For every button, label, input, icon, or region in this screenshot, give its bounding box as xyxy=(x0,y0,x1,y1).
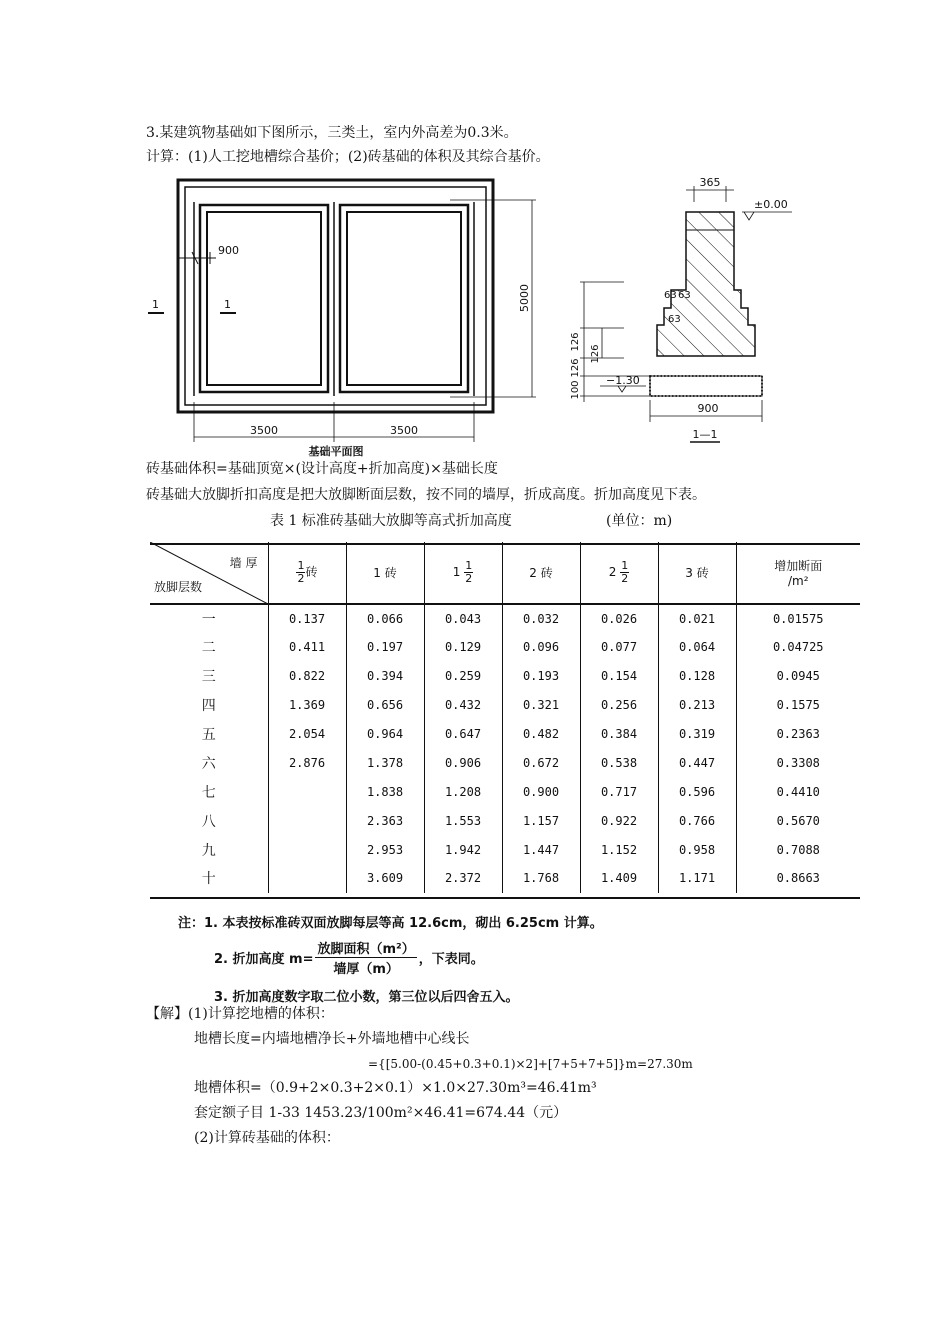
table-cell-value: 2.372 xyxy=(424,864,502,893)
table-cell-value: 0.1575 xyxy=(736,691,860,720)
header-half-brick: $\frac{1}{2}$ 砖 xyxy=(268,542,346,604)
table-cell-value: 0.2363 xyxy=(736,720,860,749)
section-step-63b: 63 xyxy=(678,290,691,301)
table-row xyxy=(150,777,860,806)
table-cell-value: 2.054 xyxy=(268,720,346,749)
table-row xyxy=(150,835,860,864)
table-cell-value: 0.394 xyxy=(346,662,424,691)
table-row xyxy=(150,748,860,777)
table-cell-value: 0.066 xyxy=(346,604,424,633)
table-cell-value: 0.01575 xyxy=(736,604,860,633)
formula-line-2: 砖基础大放脚折扣高度是把大放脚断面层数，按不同的墙厚，折成高度。折加高度见下表。 xyxy=(146,487,706,503)
table-row xyxy=(150,604,860,633)
table-cell-value: 1.447 xyxy=(502,835,580,864)
table-cell-value: 0.411 xyxy=(268,633,346,662)
table-cell-value: 0.021 xyxy=(658,604,736,633)
table-cell-value: 1.208 xyxy=(424,777,502,806)
table-title: 表 1 标准砖基础大放脚等高式折加高度 xyxy=(270,513,512,529)
table-cell-value: 0.900 xyxy=(502,777,580,806)
header-two-brick: 2 砖 xyxy=(502,542,580,604)
table-cell-value: 0.321 xyxy=(502,691,580,720)
solution-line-4: 套定额子目 1-33 1453.23/100m²×46.41=674.44（元） xyxy=(194,1105,568,1121)
table-cell-value: 0.432 xyxy=(424,691,502,720)
section-h-126a: 126 xyxy=(570,332,581,352)
table-cell-value: 0.3308 xyxy=(736,748,860,777)
table-cell-layer: 三 xyxy=(201,669,216,686)
table-cell-value: 1.157 xyxy=(502,806,580,835)
table-cell-value: 0.137 xyxy=(268,604,346,633)
problem-line-2: 计算：(1)人工挖地槽综合基价；(2)砖基础的体积及其综合基价。 xyxy=(146,149,550,165)
note-3: 3. 折加高度数字取二位小数，第三位以后四舍五入。 xyxy=(214,990,519,1005)
table-cell-value: 0.672 xyxy=(502,748,580,777)
header-added-area: 增加断面 /m² xyxy=(736,542,860,604)
table-cell-layer: 九 xyxy=(201,842,216,859)
section-concrete-pad xyxy=(650,376,762,396)
section-elev-bottom: −1.30 xyxy=(606,374,640,387)
table-cell-value xyxy=(268,777,346,806)
header-two-half-brick: 2 $\frac{1}{2}$ xyxy=(580,542,658,604)
table-cell-value: 3.609 xyxy=(346,864,424,893)
table-cell-value: 0.4410 xyxy=(736,777,860,806)
table-cell-value: 1.378 xyxy=(346,748,424,777)
table-cell-value: 1.553 xyxy=(424,806,502,835)
table-cell-value: 0.077 xyxy=(580,633,658,662)
table-row xyxy=(150,806,860,835)
table-cell-value: 0.922 xyxy=(580,806,658,835)
section-step-63c: 63 xyxy=(668,314,681,325)
table-cell-value: 0.906 xyxy=(424,748,502,777)
table-cell-value: 0.822 xyxy=(268,662,346,691)
table-cell-value: 0.647 xyxy=(424,720,502,749)
table-cell-layer: 七 xyxy=(201,784,216,801)
section-h-126c: 126 xyxy=(570,358,581,378)
table-cell-value: 1.942 xyxy=(424,835,502,864)
solution-line-2: ={[5.00-(0.45+0.3+0.1)×2]+[7+5+7+5]}m=27.30m xyxy=(368,1057,693,1071)
table-cell-value: 1.409 xyxy=(580,864,658,893)
table-cell-value xyxy=(268,835,346,864)
table-cell-value: 1.152 xyxy=(580,835,658,864)
plan-right-room-outer xyxy=(340,205,468,392)
table-cell-value: 0.964 xyxy=(346,720,424,749)
solution-line-1: 地槽长度=内墙地槽净长+外墙地槽中心线长 xyxy=(194,1031,470,1047)
note-2-suffix: ，下表同。 xyxy=(418,952,484,967)
table-cell-value: 1.838 xyxy=(346,777,424,806)
table-row xyxy=(150,691,860,720)
table-cell-value: 1.768 xyxy=(502,864,580,893)
table-cell-value: 2.953 xyxy=(346,835,424,864)
section-brick-footing xyxy=(657,212,755,356)
section-h-126b: 126 xyxy=(590,344,601,364)
plan-caption: 基础平面图 xyxy=(308,445,364,458)
solution-line-5: (2)计算砖基础的体积： xyxy=(194,1130,340,1146)
table-bottom-rule xyxy=(150,897,860,899)
problem-line-1: 3.某建筑物基础如下图所示，三类土，室内外高差为0.3米。 xyxy=(146,125,518,141)
table-cell-value: 0.043 xyxy=(424,604,502,633)
table-cell-layer: 五 xyxy=(201,727,216,743)
foundation-section-drawing xyxy=(560,172,810,462)
table-cell-value xyxy=(268,806,346,835)
table-cell-layer: 十 xyxy=(201,871,216,888)
header-one-half-brick: 1 $\frac{1}{2}$ xyxy=(424,542,502,604)
table-cell-value: 0.197 xyxy=(346,633,424,662)
table-cell-value: 0.0945 xyxy=(736,662,860,691)
table-cell-layer: 四 xyxy=(201,698,216,715)
foundation-plan-drawing xyxy=(140,172,560,462)
table-cell-value: 0.7088 xyxy=(736,835,860,864)
plan-section-mark-right: 1 xyxy=(224,298,231,311)
table-header-row xyxy=(150,542,860,604)
plan-dim-5000: 5000 xyxy=(518,284,531,312)
note-1: 注：1. 本表按标准砖双面放脚每层等高 12.6cm，砌出 6.25cm 计算。 xyxy=(178,916,603,931)
note-2-fraction: 放脚面积（m²） 墙厚（m） xyxy=(315,938,416,977)
plan-dim-900: 900 xyxy=(218,244,239,257)
table-cell-value: 0.447 xyxy=(658,748,736,777)
note-2 xyxy=(214,938,484,977)
table-cell-value: 0.538 xyxy=(580,748,658,777)
section-elev-top: ±0.00 xyxy=(754,198,788,211)
table-cell-value: 1.369 xyxy=(268,691,346,720)
table-cell-value: 0.129 xyxy=(424,633,502,662)
table-cell-value: 0.213 xyxy=(658,691,736,720)
plan-outer-wall xyxy=(178,180,493,412)
corner-label-wall: 墙 厚 xyxy=(229,556,258,570)
plan-dim-3500-right: 3500 xyxy=(390,424,418,437)
table-cell-value: 0.064 xyxy=(658,633,736,662)
table-corner-cell xyxy=(150,542,268,604)
table-cell-value: 0.717 xyxy=(580,777,658,806)
formula-line-1: 砖基础体积=基础顶宽×(设计高度+折加高度)×基础长度 xyxy=(146,461,498,477)
table-cell-layer: 六 xyxy=(201,755,216,772)
corner-label-layers: 放脚层数 xyxy=(154,580,203,594)
plan-section-mark-left: 1 xyxy=(152,298,159,311)
table-cell-value: 0.154 xyxy=(580,662,658,691)
table-row xyxy=(150,662,860,691)
section-h-100: 100 xyxy=(570,380,581,400)
table-cell-value: 0.193 xyxy=(502,662,580,691)
table-cell-value: 0.04725 xyxy=(736,633,860,662)
table-cell-value: 2.363 xyxy=(346,806,424,835)
table-cell-value: 0.8663 xyxy=(736,864,860,893)
table-row xyxy=(150,720,860,749)
table-cell-value: 0.319 xyxy=(658,720,736,749)
table-cell-value: 0.5670 xyxy=(736,806,860,835)
table-cell-layer: 一 xyxy=(201,611,216,628)
table-unit: (单位：m) xyxy=(606,513,673,529)
table-cell-value: 0.259 xyxy=(424,662,502,691)
table-cell-value: 0.766 xyxy=(658,806,736,835)
table-cell-value xyxy=(268,864,346,893)
solution-head: 【解】(1)计算挖地槽的体积： xyxy=(146,1006,334,1022)
plan-right-room-inner xyxy=(347,212,461,385)
note-2-prefix: 2. 折加高度 m= xyxy=(214,952,314,967)
table-cell-value: 0.482 xyxy=(502,720,580,749)
table-cell-value: 0.032 xyxy=(502,604,580,633)
table-cell-value: 0.656 xyxy=(346,691,424,720)
table-cell-value: 0.026 xyxy=(580,604,658,633)
footing-height-table xyxy=(150,542,860,893)
table-cell-value: 0.128 xyxy=(658,662,736,691)
table-row xyxy=(150,864,860,893)
table-cell-layer: 二 xyxy=(201,640,216,657)
table-cell-value: 0.384 xyxy=(580,720,658,749)
solution-line-3: 地槽体积=（0.9+2×0.3+2×0.1）×1.0×27.30m³=46.41m³ xyxy=(194,1080,597,1096)
table-cell-value: 0.596 xyxy=(658,777,736,806)
table-row xyxy=(150,633,860,662)
table-cell-layer: 八 xyxy=(201,813,216,830)
plan-outer-wall-inner xyxy=(185,187,486,405)
section-step-63a: 63 xyxy=(664,290,677,301)
table-cell-value: 2.876 xyxy=(268,748,346,777)
table-cell-value: 1.171 xyxy=(658,864,736,893)
table-cell-value: 0.096 xyxy=(502,633,580,662)
section-dim-365: 365 xyxy=(699,176,721,189)
table-cell-value: 0.256 xyxy=(580,691,658,720)
plan-left-room-outer xyxy=(200,205,328,392)
plan-dim-3500-left: 3500 xyxy=(250,424,278,437)
table-cell-value: 0.958 xyxy=(658,835,736,864)
section-caption: 1—1 xyxy=(692,428,718,441)
section-dim-900: 900 xyxy=(697,402,719,415)
header-one-brick: 1 砖 xyxy=(346,542,424,604)
header-three-brick: 3 砖 xyxy=(658,542,736,604)
